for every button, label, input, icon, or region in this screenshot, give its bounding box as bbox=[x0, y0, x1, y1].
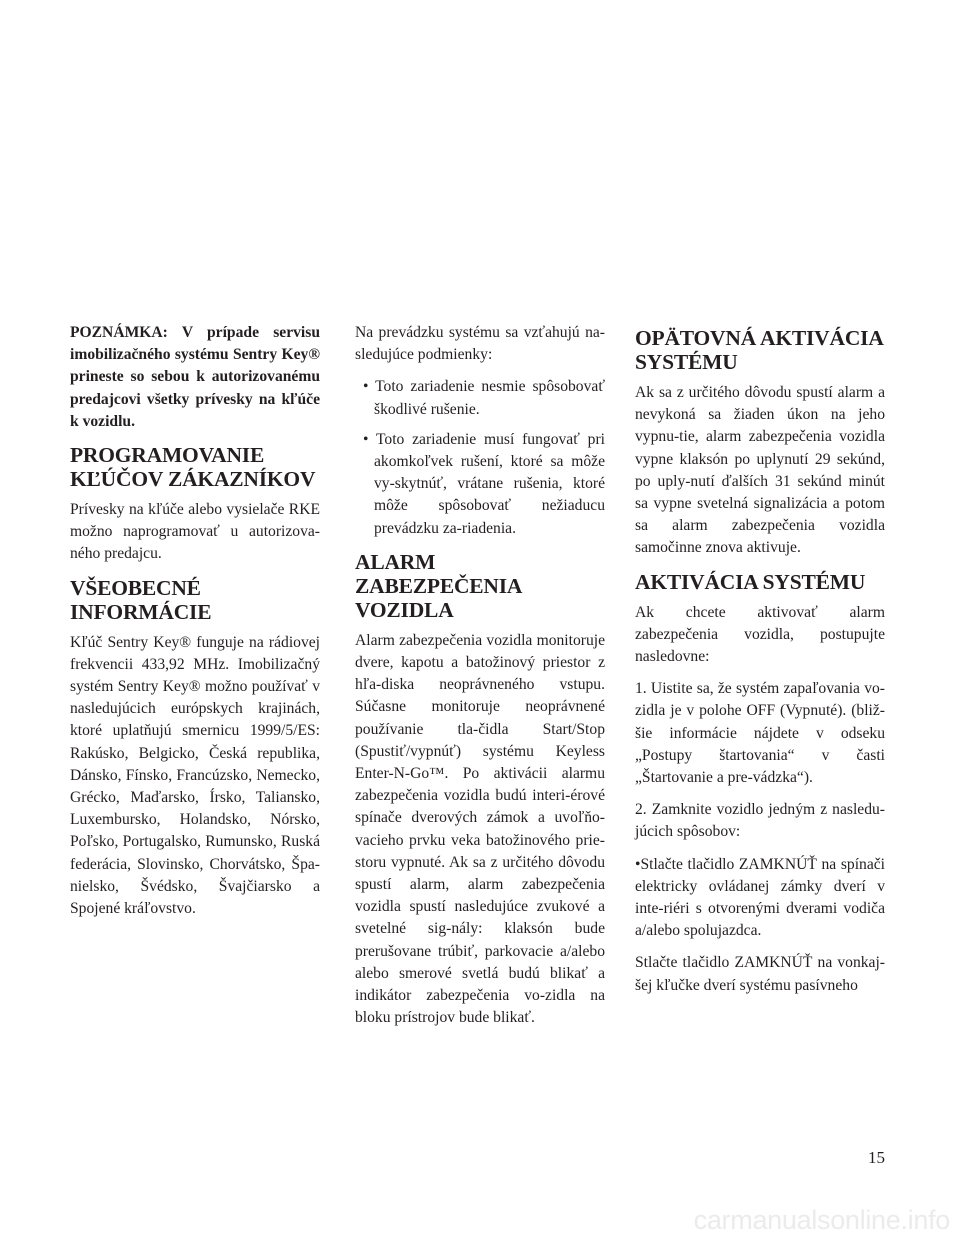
heading-general-info: VŠEOBECNÉ INFORMÁCIE bbox=[70, 575, 212, 624]
conditions-list bbox=[355, 376, 605, 539]
column-2 bbox=[355, 322, 605, 1039]
lock-option-1: •Stlačte tlačidlo ZAMKNÚŤ na spínači elektricky ovládanej zámky dverí v inte-riéri s otvorenými dverami vodiča a/alebo spolujazdca. bbox=[635, 855, 885, 940]
lock-option-2: Stlačte tlačidlo ZAMKNÚŤ na vonkaj-šej kľučke dverí systému pasívneho bbox=[635, 954, 885, 994]
heading-activation: AKTIVÁCIA SYSTÉMU bbox=[635, 569, 866, 594]
paragraph-vehicle-alarm: Alarm zabezpečenia vozidla monitoruje dvere, kapotu a batožinový priestor z hľa-diska neoprávneného vstupu. Súčasne monitoruje neoprávnené používanie tla-čidla Start/Stop (Spustiť/vypnúť) systému Keyless Enter-N-Go™. Po aktivácii alarmu zabezpečenia vozidla budú interi-érové spínače dverových zámok a uvoľňo-vacieho prvku veka batožinového prie-storu vypnuté. Ak sa z určitého dôvodu spustí alarm, alarm zabezpečenia vozidla spustí nasledujúce zvukové a svetelné sig-nály: klaksón bude prerušovane trúbiť, parkovacie a/alebo alebo smerové svetlá budú blikať a indikátor zabezpečenia vo-zidla na bloku prístrojov bude blikať. bbox=[355, 631, 605, 1027]
paragraph-conditions-intro: Na prevádzku systému sa vzťahujú na-sledujúce podmienky: bbox=[355, 324, 605, 364]
paragraph-general-info: Kľúč Sentry Key® funguje na rádiovej frekvencii 433,92 MHz. Imobilizačný systém Sentry Key® možno používať v nasledujúcich európskych krajinách, ktoré uplatňujú smernicu 1999/5/ES: Rakúsko, Belgicko, Česká republika, Dánsko, Fínsko, Francúzsko, Nemecko, Grécko, Maďarsko, Írsko, Taliansko, Luxembursko, Holandsko, Nórsko, Poľsko, Portugalsko, Rumunsko, Ruská federácia, Slovinsko, Chorvátsko, Špa-nielsko, Švédsko, Švajčiarsko a Spojené kráľovstvo. bbox=[70, 633, 320, 918]
heading-programming: PROGRAMOVANIE KĽÚČOV ZÁKAZNÍKOV bbox=[70, 443, 316, 492]
step-2: 2. Zamknite vozidlo jedným z nasledu-júcich spôsobov: bbox=[635, 801, 885, 841]
paragraph-programming: Prívesky na kľúče alebo vysielače RKE možno naprogramovať u autorizova-ného predajcu. bbox=[70, 501, 320, 563]
heading-reactivation: OPÄTOVNÁ AKTIVÁCIA SYSTÉMU bbox=[635, 326, 883, 374]
list-item: • Toto zariadenie musí fungovať pri akomkoľvek rušení, ktoré sa môže vy-skytnúť, vrátane rušenia, ktoré môže spôsobovať nežiaducu prevádzku za-riadenia. bbox=[363, 430, 605, 537]
heading-vehicle-alarm: ALARM ZABEZPEČENIA VOZIDLA bbox=[355, 549, 522, 622]
note-paragraph: POZNÁMKA: V prípade servisu imobilizačného systému Sentry Key® prineste so sebou k autorizovanému predajcovi všetky prívesky na kľúče k vozidlu. bbox=[70, 324, 320, 430]
watermark: carmanualsonline.info bbox=[693, 1205, 950, 1235]
page-number: 15 bbox=[868, 1148, 885, 1167]
step-1: 1. Uistite sa, že systém zapaľovania vo-zidla je v polohe OFF (Vypnuté). (bliž-šie informácie nájdete v odseku „Postupy štartovania“ v časti „Štartovanie a pre-vádzka“). bbox=[635, 680, 885, 787]
paragraph-reactivation: Ak sa z určitého dôvodu spustí alarm a nevykoná sa žiaden úkon na jeho vypnu-tie, alarm zabezpečenia vozidla vypne klaksón po uplynutí 29 sekúnd, po uply-nutí ďalších 31 sekúnd minút sa vypne svetelná signalizácia a potom sa alarm zabezpečenia vozidla samočinne znova aktivuje. bbox=[635, 384, 885, 557]
column-3 bbox=[635, 322, 885, 1007]
paragraph-activation-intro: Ak chcete aktivovať alarm zabezpečenia vozidla, postupujte nasledovne: bbox=[635, 603, 885, 666]
list-item: • Toto zariadenie nesmie spôsobovať škodlivé rušenie. bbox=[363, 378, 605, 418]
column-1 bbox=[70, 322, 320, 930]
